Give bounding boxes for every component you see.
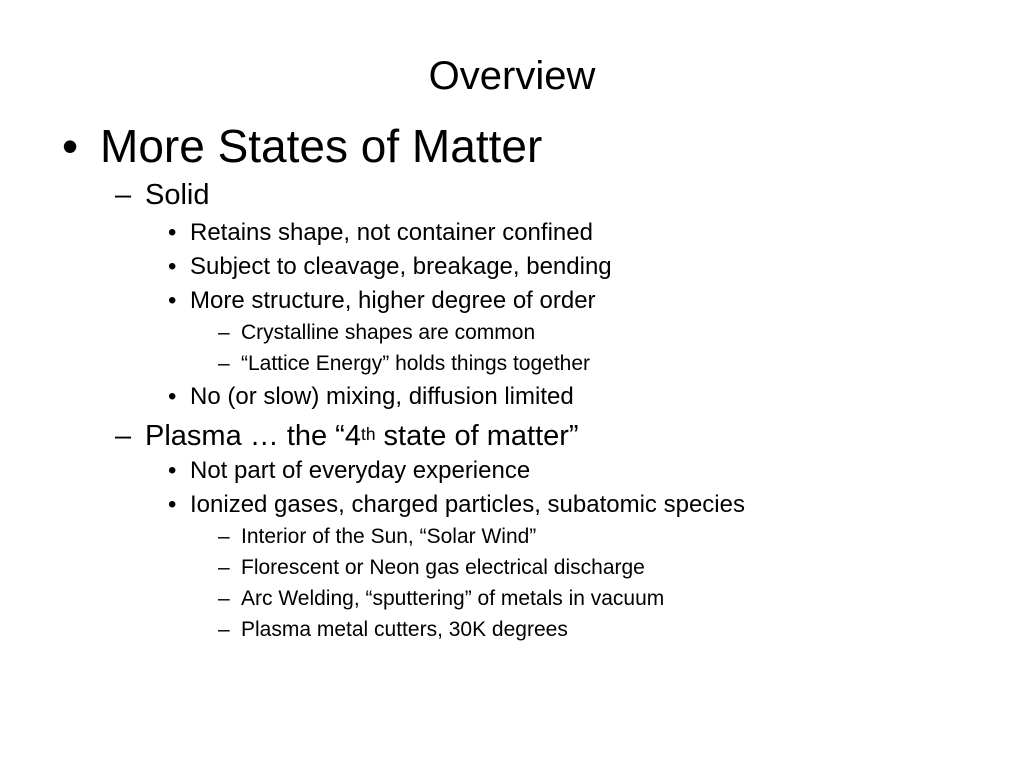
- plasma-point: Not part of everyday experience: [190, 457, 531, 484]
- plasma-heading-superscript: th: [360, 424, 376, 444]
- dash-marker: –: [218, 587, 230, 610]
- solid-sub-point: “Lattice Energy” holds things together: [241, 352, 591, 375]
- plasma-sub-point: Arc Welding, “sputtering” of metals in vacuum: [241, 587, 665, 610]
- bullet-marker: •: [168, 457, 177, 484]
- slide-title: Overview: [428, 54, 596, 98]
- dash-marker: –: [218, 321, 230, 344]
- bullet-marker: •: [168, 287, 177, 314]
- plasma-sub-point: Florescent or Neon gas electrical discharge: [241, 556, 645, 579]
- plasma-heading-text: Plasma … the “4: [145, 420, 361, 452]
- plasma-point: Ionized gases, charged particles, subatomic species: [190, 491, 745, 518]
- bullet-marker: •: [168, 219, 177, 246]
- main-bullet-more-states: More States of Matter: [100, 120, 543, 172]
- dash-marker: –: [218, 525, 230, 548]
- solid-point: More structure, higher degree of order: [190, 287, 596, 314]
- sub-heading-plasma: [145, 418, 579, 454]
- dash-marker: –: [218, 618, 230, 641]
- plasma-heading-text-end: state of matter”: [375, 420, 579, 452]
- sub-heading-solid: Solid: [145, 179, 210, 211]
- dash-marker: –: [115, 420, 132, 452]
- plasma-sub-point: Interior of the Sun, “Solar Wind”: [241, 525, 537, 548]
- plasma-sub-point: Plasma metal cutters, 30K degrees: [241, 618, 568, 641]
- dash-marker: –: [218, 352, 230, 375]
- dash-marker: –: [115, 179, 132, 211]
- bullet-marker: •: [168, 491, 177, 518]
- solid-point: Retains shape, not container confined: [190, 219, 593, 246]
- solid-sub-point: Crystalline shapes are common: [241, 321, 536, 344]
- solid-point: Subject to cleavage, breakage, bending: [190, 253, 612, 280]
- bullet-marker: •: [62, 120, 79, 172]
- bullet-marker: •: [168, 383, 177, 410]
- dash-marker: –: [218, 556, 230, 579]
- solid-point: No (or slow) mixing, diffusion limited: [190, 383, 574, 410]
- bullet-marker: •: [168, 253, 177, 280]
